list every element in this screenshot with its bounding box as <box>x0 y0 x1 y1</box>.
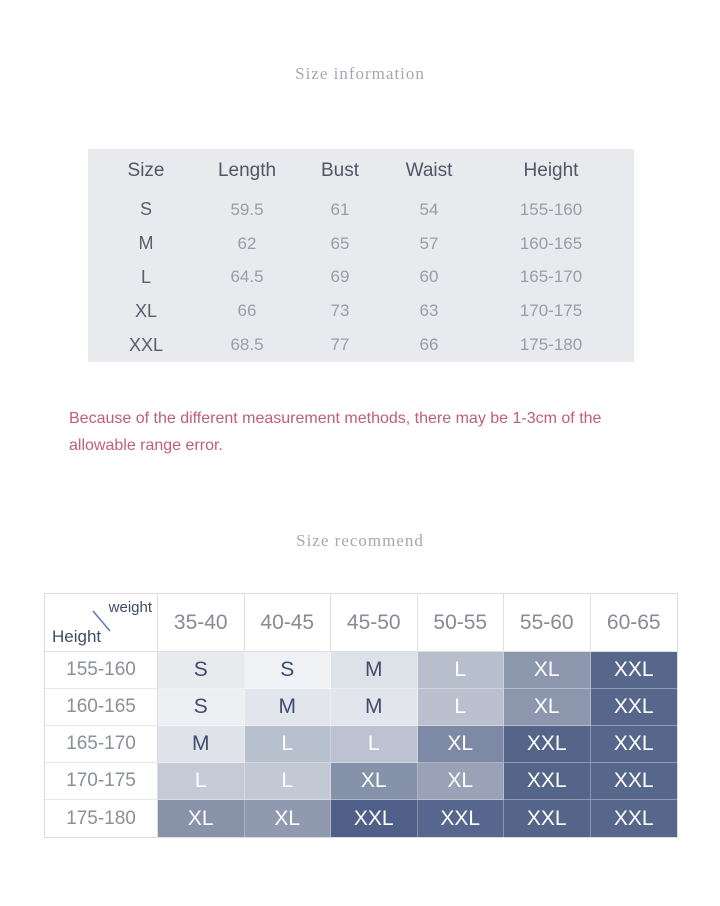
recommend-size-cell: S <box>158 652 245 689</box>
size-recommend-title: Size recommend <box>296 531 424 550</box>
measurement-value: 57 <box>419 233 439 253</box>
size-table-header: Size <box>127 160 165 181</box>
corner-weight-label: weight <box>108 599 152 616</box>
recommend-size-cell: XXL <box>591 800 678 837</box>
size-label: XL <box>134 300 158 321</box>
weight-column-header: 45-50 <box>331 594 418 652</box>
recommend-size-cell: XL <box>504 689 591 726</box>
measurement-value: 54 <box>419 199 439 219</box>
size-table-row <box>88 328 634 362</box>
measurement-error-note: Because of the different measurement methods, there may be 1-3cm of the allowable range error. <box>69 410 602 454</box>
measurement-value: 66 <box>419 335 439 355</box>
size-recommend-table <box>44 593 678 838</box>
recommend-corner-cell <box>45 594 158 652</box>
weight-column-header: 40-45 <box>245 594 332 652</box>
recommend-size-cell: S <box>245 652 332 689</box>
recommend-size-cell: L <box>331 726 418 763</box>
measurement-value: 65 <box>330 233 350 253</box>
recommend-size-cell: XXL <box>504 800 591 837</box>
height-row-header: 160-165 <box>45 689 158 726</box>
recommend-size-cell: S <box>158 689 245 726</box>
size-table-header-row <box>88 149 634 193</box>
recommend-size-cell: M <box>331 689 418 726</box>
size-label: L <box>140 266 151 287</box>
size-label: XXL <box>128 334 164 355</box>
size-table-header: Waist <box>405 160 453 181</box>
size-table-row <box>88 193 634 227</box>
recommend-size-cell: XL <box>158 800 245 837</box>
size-label: M <box>138 233 154 254</box>
measurement-value: 69 <box>330 267 350 287</box>
measurement-value: 165-170 <box>519 267 583 287</box>
measurement-value: 62 <box>237 233 257 253</box>
corner-height-label: Height <box>52 627 102 646</box>
recommend-size-cell: XXL <box>591 652 678 689</box>
recommend-size-cell: XXL <box>418 800 505 837</box>
measurement-value: 175-180 <box>519 335 583 355</box>
recommend-row <box>45 726 677 763</box>
height-row-header: 165-170 <box>45 726 158 763</box>
measurement-value: 73 <box>330 301 350 321</box>
size-label: S <box>139 199 152 220</box>
recommend-size-cell: XXL <box>591 763 678 800</box>
size-information-table <box>88 149 634 362</box>
recommend-size-cell: XXL <box>504 726 591 763</box>
size-table-header: Height <box>523 160 579 181</box>
recommend-size-cell: M <box>331 652 418 689</box>
measurement-value: 60 <box>419 267 439 287</box>
measurement-value: 66 <box>237 301 257 321</box>
recommend-size-cell: L <box>418 689 505 726</box>
size-information-title: Size information <box>295 64 425 83</box>
size-table-header: Length <box>217 160 277 181</box>
size-table-header: Bust <box>320 160 360 181</box>
weight-column-header: 50-55 <box>418 594 505 652</box>
size-table-row <box>88 227 634 261</box>
recommend-row <box>45 689 677 726</box>
measurement-value: 77 <box>330 335 350 355</box>
recommend-size-cell: XL <box>245 800 332 837</box>
recommend-size-cell: XL <box>418 763 505 800</box>
size-table-row <box>88 294 634 328</box>
weight-column-header: 60-65 <box>591 594 678 652</box>
height-row-header: 175-180 <box>45 800 158 837</box>
recommend-size-cell: L <box>158 763 245 800</box>
recommend-size-cell: XL <box>331 763 418 800</box>
height-row-header: 170-175 <box>45 763 158 800</box>
recommend-size-cell: XXL <box>331 800 418 837</box>
measurement-value: 63 <box>419 301 439 321</box>
recommend-row <box>45 800 677 837</box>
recommend-row <box>45 763 677 800</box>
recommend-size-cell: XL <box>418 726 505 763</box>
recommend-row <box>45 652 677 689</box>
recommend-size-cell: L <box>245 726 332 763</box>
recommend-header-row <box>45 594 677 652</box>
height-row-header: 155-160 <box>45 652 158 689</box>
recommend-size-cell: XXL <box>504 763 591 800</box>
weight-column-header: 35-40 <box>158 594 245 652</box>
measurement-value: 64.5 <box>230 267 264 287</box>
measurement-value: 160-165 <box>519 233 583 253</box>
measurement-value: 61 <box>330 199 350 219</box>
recommend-size-cell: L <box>245 763 332 800</box>
recommend-size-cell: L <box>418 652 505 689</box>
recommend-size-cell: M <box>158 726 245 763</box>
weight-column-header: 55-60 <box>504 594 591 652</box>
measurement-value: 170-175 <box>519 301 583 321</box>
recommend-size-cell: M <box>245 689 332 726</box>
size-table-row <box>88 261 634 295</box>
measurement-value: 155-160 <box>519 199 583 219</box>
recommend-size-cell: XXL <box>591 726 678 763</box>
measurement-value: 59.5 <box>230 199 264 219</box>
measurement-value: 68.5 <box>230 335 264 355</box>
recommend-size-cell: XXL <box>591 689 678 726</box>
recommend-size-cell: XL <box>504 652 591 689</box>
